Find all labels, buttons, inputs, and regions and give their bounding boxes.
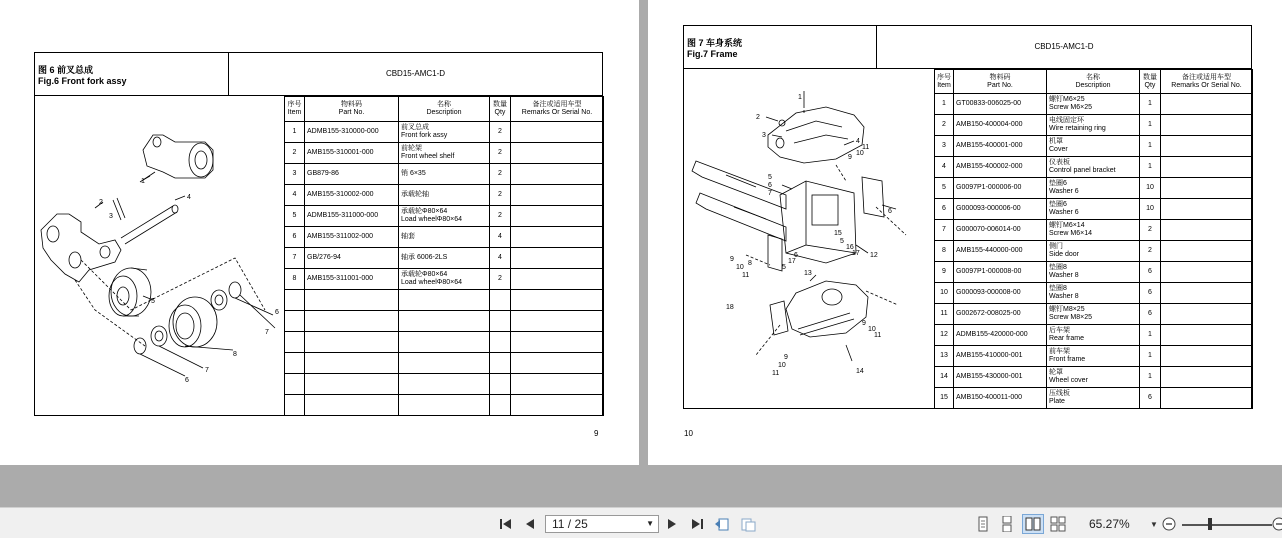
svg-text:9: 9 [848, 154, 852, 161]
table-row: 7 G000070-006014-00 螺钉M6×14 Screw M6×14 2 [935, 220, 1253, 241]
frame-diagram [686, 85, 936, 395]
table-row: 5 ADMB155-311000-000 承载轮Φ80×64 Load wheelΦ80×64 2 [285, 206, 604, 227]
svg-text:14: 14 [856, 368, 864, 375]
zoom-level[interactable]: 65.27% [1089, 517, 1130, 531]
table-row [285, 332, 604, 353]
forward-view-icon[interactable] [740, 516, 756, 532]
svg-text:11: 11 [862, 144, 870, 151]
page-number: 9 [594, 429, 599, 438]
table-row: 7 GB/276-94 轴承 6006-2LS 4 [285, 248, 604, 269]
table-row: 2 AMB150-400004-000 电线固定环 Wire retaining ring 1 [935, 115, 1253, 136]
svg-text:1: 1 [798, 94, 802, 101]
zoom-in-icon[interactable] [1272, 517, 1282, 531]
table-row: 8 AMB155-311001-000 承载轮Φ80×64 Load wheelΦ80×64 2 [285, 269, 604, 290]
svg-text:17: 17 [788, 258, 796, 265]
svg-text:10: 10 [856, 150, 864, 157]
svg-text:11: 11 [742, 272, 750, 279]
two-page-button[interactable] [1022, 514, 1044, 534]
svg-text:5: 5 [768, 174, 772, 181]
table-row: 4 AMB155-310002-000 承载轮轴 2 [285, 185, 604, 206]
table-row: 1 GT00833-006025-00 螺钉M6×25 Screw M6×25 1 [935, 94, 1253, 115]
svg-text:5: 5 [840, 238, 844, 245]
front-fork-diagram [35, 110, 285, 400]
table-row [285, 353, 604, 374]
table-row: 1 ADMB155-310000-000 前叉总成 Front fork assy 2 [285, 122, 604, 143]
zoom-slider-thumb[interactable] [1208, 518, 1212, 530]
table-row: 6 G000093-000006-00 垫圈6 Washer 6 10 [935, 199, 1253, 220]
prev-page-icon[interactable] [524, 517, 536, 531]
viewer-toolbar [0, 507, 1282, 538]
figure-title-cn: 图 7 车身系统 [687, 38, 743, 48]
svg-text:11: 11 [874, 332, 882, 339]
back-view-icon[interactable] [714, 516, 730, 532]
table-row: 2 AMB155-310001-000 前轮架 Front wheel shelf 2 [285, 143, 604, 164]
table-row [285, 395, 604, 416]
svg-text:16: 16 [846, 244, 854, 251]
svg-text:6: 6 [275, 309, 279, 316]
svg-text:11: 11 [772, 370, 780, 377]
last-page-icon[interactable] [690, 517, 704, 531]
zoom-dropdown-icon[interactable]: ▼ [1150, 520, 1158, 529]
table-row [285, 374, 604, 395]
svg-text:6: 6 [794, 252, 798, 259]
svg-text:9: 9 [784, 354, 788, 361]
svg-text:15: 15 [834, 230, 842, 237]
svg-text:12: 12 [870, 252, 878, 259]
svg-text:10: 10 [868, 326, 876, 333]
table-row [285, 311, 604, 332]
table-row: 12 ADMB155-420000-000 后车架 Rear frame 1 [935, 325, 1253, 346]
svg-text:5: 5 [151, 298, 155, 305]
page-number-field[interactable] [545, 515, 659, 533]
figure-header [34, 52, 603, 96]
table-row: 5 G0097P1-000006-00 垫圈6 Washer 6 10 [935, 178, 1253, 199]
first-page-icon[interactable] [499, 517, 513, 531]
svg-text:6: 6 [185, 377, 189, 384]
svg-text:1: 1 [141, 178, 145, 185]
table-row: 3 GB879-86 销 6×35 2 [285, 164, 604, 185]
single-page-icon[interactable] [976, 516, 990, 532]
svg-text:5: 5 [782, 264, 786, 271]
svg-text:9: 9 [730, 256, 734, 263]
table-row: 14 AMB155-430000-001 轮罩 Wheel cover 1 [935, 367, 1253, 388]
table-header: 序号 Item 物料码 Part No. 名称 Description 数量 Qty 备注或适用车型 Remarks Or Serial No. [935, 70, 1253, 94]
two-page-continuous-icon[interactable] [1050, 516, 1066, 532]
model-code: CBD15-AMC1-D [385, 69, 446, 78]
table-row: 4 AMB155-400002-000 仪表板 Control panel bracket 1 [935, 157, 1253, 178]
svg-text:7: 7 [265, 329, 269, 336]
svg-text:7: 7 [205, 367, 209, 374]
zoom-slider[interactable] [1182, 524, 1272, 526]
svg-text:8: 8 [748, 260, 752, 267]
zoom-out-icon[interactable] [1162, 517, 1176, 531]
table-row [285, 290, 604, 311]
parts-table [284, 96, 604, 416]
table-row: 8 AMB155-440000-000 侧门 Side door 2 [935, 241, 1253, 262]
svg-text:18: 18 [726, 304, 734, 311]
page-9 [0, 0, 639, 465]
figure-title-en: Fig.6 Front fork assy [38, 76, 127, 86]
svg-text:6: 6 [768, 182, 772, 189]
figure-title-cn: 图 6 前叉总成 [38, 65, 94, 75]
table-row: 15 AMB150-400011-000 压线板 Plate 6 [935, 388, 1253, 409]
chevron-down-icon[interactable]: ▼ [646, 519, 654, 528]
svg-text:17: 17 [852, 250, 860, 257]
table-row: 10 G000093-000008-00 垫圈8 Washer 8 6 [935, 283, 1253, 304]
svg-text:9: 9 [862, 320, 866, 327]
svg-text:7: 7 [768, 190, 772, 197]
table-row: 6 AMB155-311002-000 轴套 4 [285, 227, 604, 248]
figure-header [683, 25, 1252, 69]
svg-text:13: 13 [804, 270, 812, 277]
table-header: 序号 Item 物料码 Part No. 名称 Description 数量 Qty 备注或适用车型 Remarks Or Serial No. [285, 97, 604, 122]
figure-title-en: Fig.7 Frame [687, 49, 738, 59]
model-code: CBD15-AMC1-D [1034, 42, 1094, 51]
table-row: 13 AMB155-410000-001 前车架 Front frame 1 [935, 346, 1253, 367]
page-number-value: 11 / 25 [552, 517, 588, 531]
svg-text:3: 3 [109, 213, 113, 220]
page-10 [648, 0, 1282, 465]
parts-table [934, 69, 1253, 409]
svg-text:8: 8 [233, 351, 237, 358]
table-row: 11 G002672-008025-00 螺钉M8×25 Screw M8×25 6 [935, 304, 1253, 325]
svg-text:4: 4 [187, 194, 191, 201]
page-number: 10 [684, 429, 693, 438]
continuous-icon[interactable] [1000, 516, 1014, 532]
svg-text:6: 6 [888, 208, 892, 215]
svg-text:3: 3 [762, 132, 766, 139]
two-page-icon [1025, 517, 1041, 531]
table-row: 9 G0097P1-000008-00 垫圈8 Washer 8 6 [935, 262, 1253, 283]
svg-text:2: 2 [756, 114, 760, 121]
svg-text:10: 10 [736, 264, 744, 271]
svg-text:10: 10 [778, 362, 786, 369]
table-row: 3 AMB155-400001-000 机罩 Cover 1 [935, 136, 1253, 157]
svg-text:4: 4 [856, 138, 860, 145]
next-page-icon[interactable] [666, 517, 678, 531]
svg-text:2: 2 [99, 199, 103, 206]
